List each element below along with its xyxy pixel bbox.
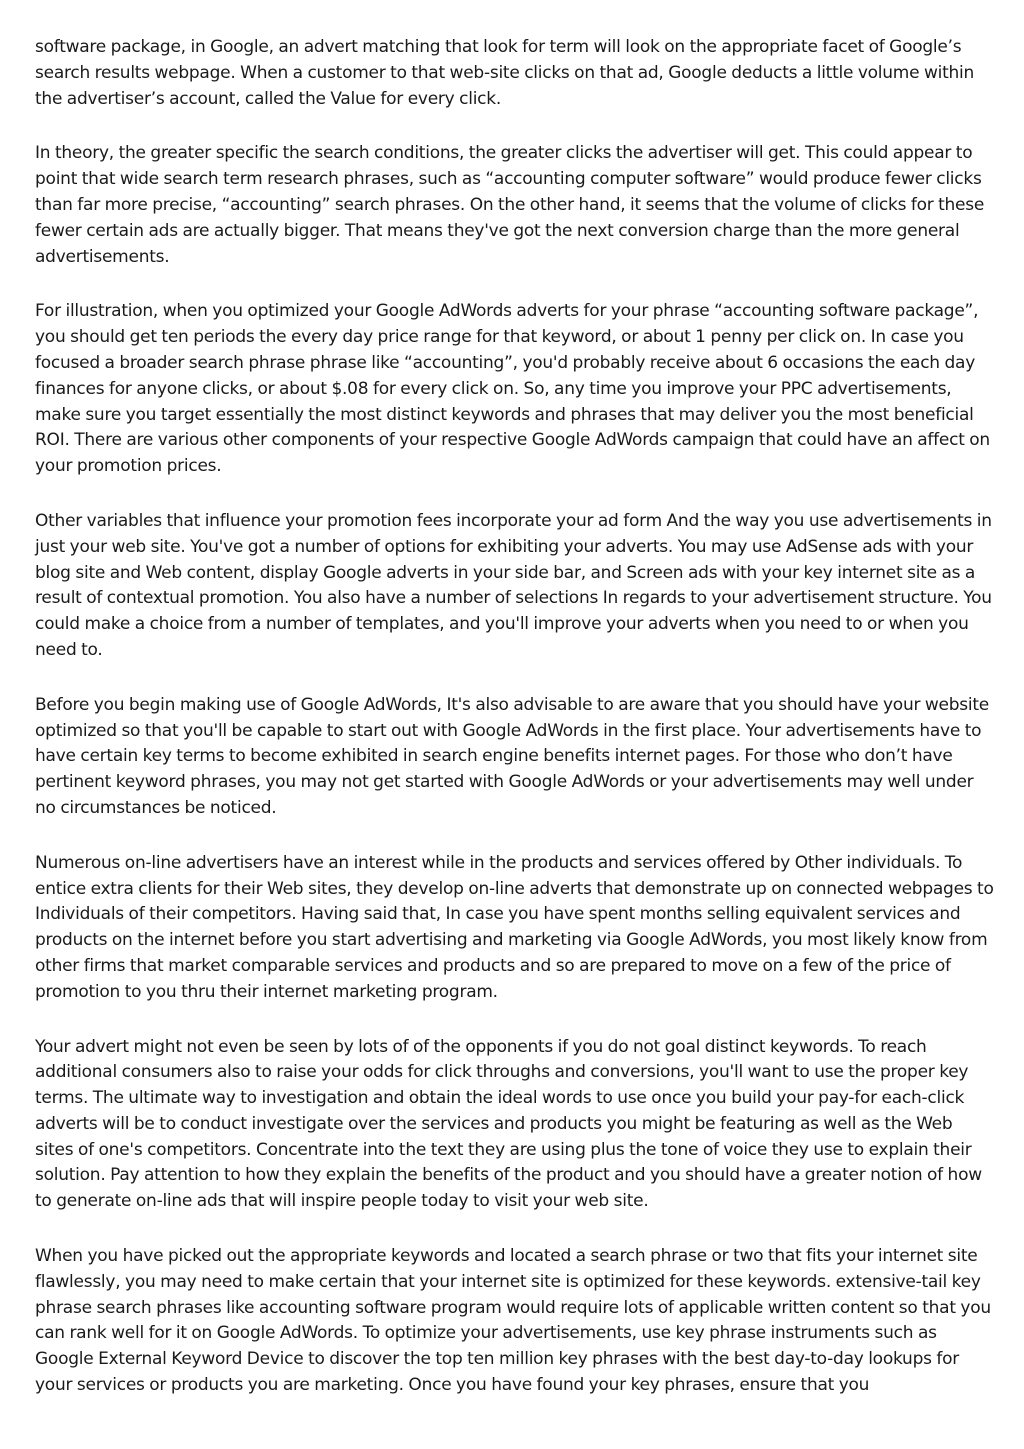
- paragraph-2: In theory, the greater specific the search conditions, the greater clicks the advertiser will get. This could appear to point that wide search term research phrases, such as “accounting computer software” would produce fewer clicks than far more precise, “accounting” search phrases. On the other hand, it seems that the volume of clicks for these fewer certain ads are actually bigger. That means they've got the next conversion charge than the more general advertisements.: [35, 143, 985, 267]
- paragraph-5: Before you begin making use of Google AdWords, It's also advisable to are aware that you should have your website optimized so that you'll be capable to start out with Google AdWords in the first place. Your advertisements have to have certain key terms to become exhibited in search engine benefits internet pages. For those who don’t have pertinent keyword phrases, you may not get started with Google AdWords or your advertisements may well under no circumstances be noticed.: [35, 694, 989, 818]
- paragraph-7: Your advert might not even be seen by lots of of the opponents if you do not goal distinct keywords. To reach additional consumers also to raise your odds for click throughs and conversions, you'll want to use the proper key terms. The ultimate way to investigation and obtain the ideal words to use once you build your pay-for each-click adverts will be to conduct investigate over the services and products you might be featuring as well as the Web sites of one's competitors. Concentrate into the text they are using plus the tone of voice they use to explain their solution. Pay attention to how they explain the benefits of the product and you should have a greater notion of how to generate on-line ads that will inspire people today to visit your web site.: [35, 1036, 982, 1212]
- paragraph-4: Other variables that influence your promotion fees incorporate your ad form And the way you use advertisements in just your web site. You've got a number of options for exhibiting your adverts. You may use AdSense ads with your blog site and Web content, display Google adverts in your side bar, and Screen ads with your key internet site as a result of contextual promotion. You also have a number of selections In regards to your advertisement structure. You could make a choice from a number of templates, and you'll improve your adverts when you need to or when you need to.: [35, 510, 992, 660]
- paragraph-8: When you have picked out the appropriate keywords and located a search phrase or two that fits your internet site flawlessly, you may need to make certain that your internet site is optimized for these keywords. extensive-tail key phrase search phrases like accounting software program would require lots of applicable written content so that you can rank well for it on Google AdWords. To optimize your advertisements, use key phrase instruments such as Google External Keyword Device to discover the top ten million key phrases with the best day-to-day lookups for your services or products you are marketing. Once you have found your key phrases, ensure that you: [35, 1246, 991, 1396]
- paragraph-6: Numerous on-line advertisers have an interest while in the products and services offered by Other individuals. To entice extra clients for their Web sites, they develop on-line adverts that demonstrate up on connected webpages to Individuals of their competitors. Having said that, In case you have spent months selling equivalent services and products on the internet before you start advertising and marketing via Google AdWords, you most likely know from other firms that market comparable services and products and so are prepared to move on a few of the price of promotion to you thru their internet marketing program.: [35, 852, 994, 1002]
- paragraph-3: For illustration, when you optimized your Google AdWords adverts for your phrase “accounting software package”, you should get ten periods the every day price range for that keyword, or about 1 penny per click on. In case you focused a broader search phrase phrase like “accounting”, you'd probably receive about 6 occasions the each day finances for anyone clicks, or about $.08 for every click on. So, any time you improve your PPC advertisements, make sure you target essentially the most distinct keywords and phrases that may deliver you the most beneficial ROI. There are various other components of your respective Google AdWords campaign that could have an affect on your promotion prices.: [35, 301, 990, 477]
- document-page: [35, 35, 995, 1428]
- paragraph-1: software package, in Google, an advert matching that look for term will look on the appropriate facet of Google’s search results webpage. When a customer to that web-site clicks on that ad, Google deducts a little volume within the advertiser’s account, called the Value for every click.: [35, 37, 975, 109]
